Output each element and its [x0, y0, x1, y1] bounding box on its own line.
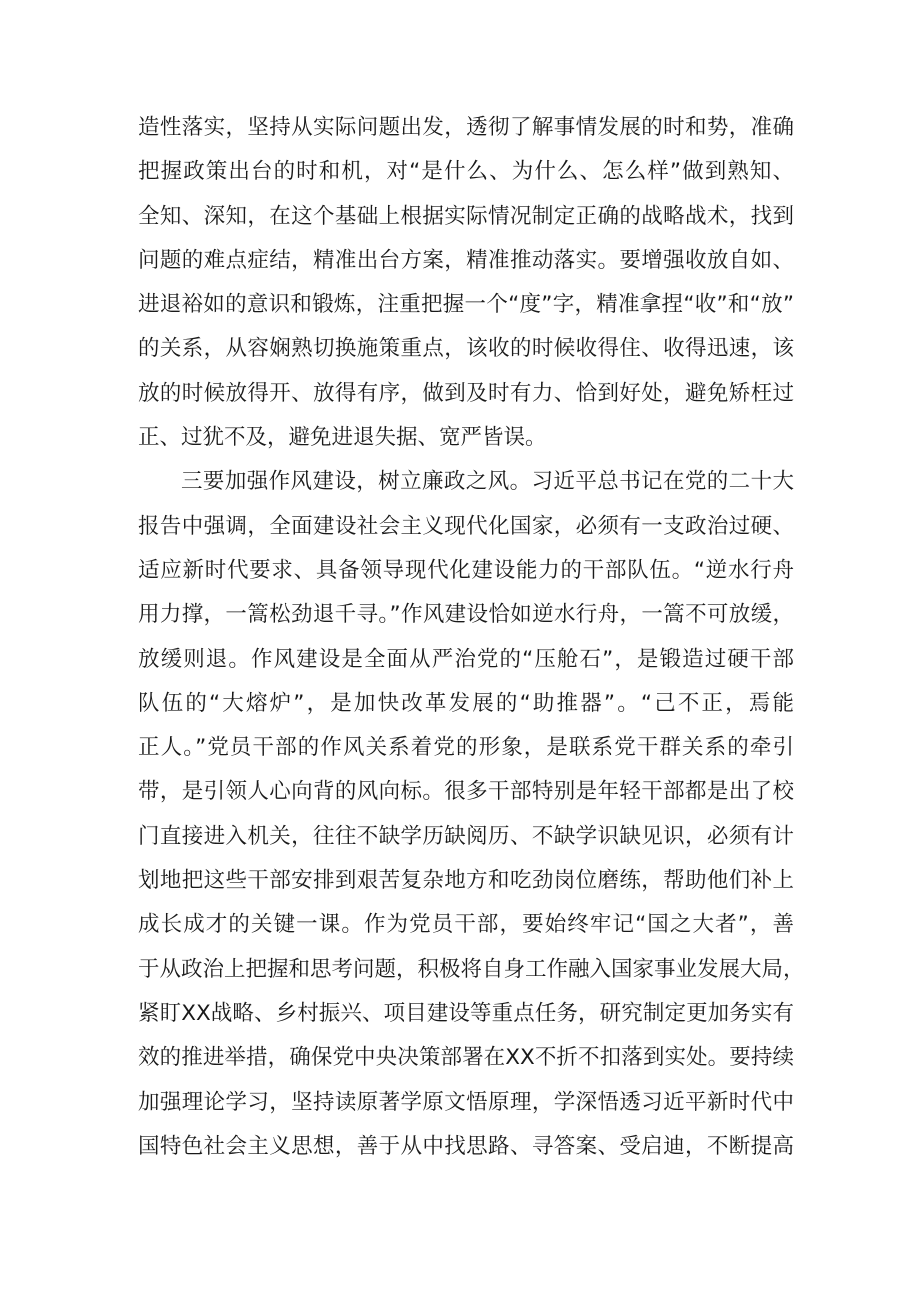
text-line: 正人。”党员干部的作风关系着党的形象，是联系党干群关系的牵引 — [138, 735, 794, 761]
text-line: 正、过犹不及，避免进退失据、宽严皆误。 — [138, 425, 547, 451]
text-line: 全知、深知，在这个基础上根据实际情况制定正确的战略战术，找到 — [138, 203, 794, 229]
text-line: 适应新时代要求、具备领导现代化建设能力的干部队伍。“逆水行舟 — [138, 557, 794, 583]
text-line: 把握政策出台的时和机，对“是什么、为什么、怎么样”做到熟知、 — [138, 159, 794, 185]
text-line: 国特色社会主义思想，善于从中找思路、寻答案、受启迪，不断提高 — [138, 1133, 794, 1159]
text-line: 于从政治上把握和思考问题，积极将自身工作融入国家事业发展大局， — [138, 956, 805, 982]
text-line: 的关系，从容娴熟切换施策重点，该收的时候收得住、收得迅速，该 — [138, 336, 794, 362]
paragraph-first-line: 三要加强作风建设，树立廉政之风。习近平总书记在党的二十大 — [181, 469, 794, 495]
text-line: 成长成才的关键一课。作为党员干部，要始终牢记“国之大者”，善 — [138, 912, 794, 938]
text-line: 紧盯XX战略、乡村振兴、项目建设等重点任务，研究制定更加务实有 — [138, 1000, 794, 1026]
text-line: 带，是引领人心向背的风向标。很多干部特别是年轻干部都是出了校 — [138, 779, 794, 805]
text-line: 造性落实，坚持从实际问题出发，透彻了解事情发展的时和势，准确 — [138, 115, 794, 140]
text-line: 问题的难点症结，精准出台方案，精准推动落实。要增强收放自如、 — [138, 247, 794, 273]
text-line: 进退裕如的意识和锻炼，注重把握一个“度”字，精准拿捏“收”和“放” — [138, 292, 794, 318]
text-line: 效的推进举措，确保党中央决策部署在XX不折不扣落到实处。要持续 — [138, 1045, 794, 1071]
text-line: 加强理论学习，坚持读原著学原文悟原理，学深悟透习近平新时代中 — [138, 1089, 794, 1115]
text-line: 报告中强调，全面建设社会主义现代化国家，必须有一支政治过硬、 — [138, 513, 794, 539]
text-line: 队伍的“大熔炉”，是加快改革发展的“助推器”。“己不正，焉能 — [138, 690, 794, 716]
text-line: 划地把这些干部安排到艰苦复杂地方和吃劲岗位磨练，帮助他们补上 — [138, 868, 794, 894]
text-line: 用力撑，一篙松劲退千寻。”作风建设恰如逆水行舟，一篙不可放缓， — [138, 602, 794, 628]
text-line: 门直接进入机关，往往不缺学历缺阅历、不缺学识缺见识，必须有计 — [138, 823, 794, 849]
text-line: 放的时候放得开、放得有序，做到及时有力、恰到好处，避免矫枉过 — [138, 380, 794, 406]
body-text — [138, 106, 805, 1169]
text-line: 放缓则退。作风建设是全面从严治党的“压舱石”，是锻造过硬干部 — [138, 646, 794, 672]
